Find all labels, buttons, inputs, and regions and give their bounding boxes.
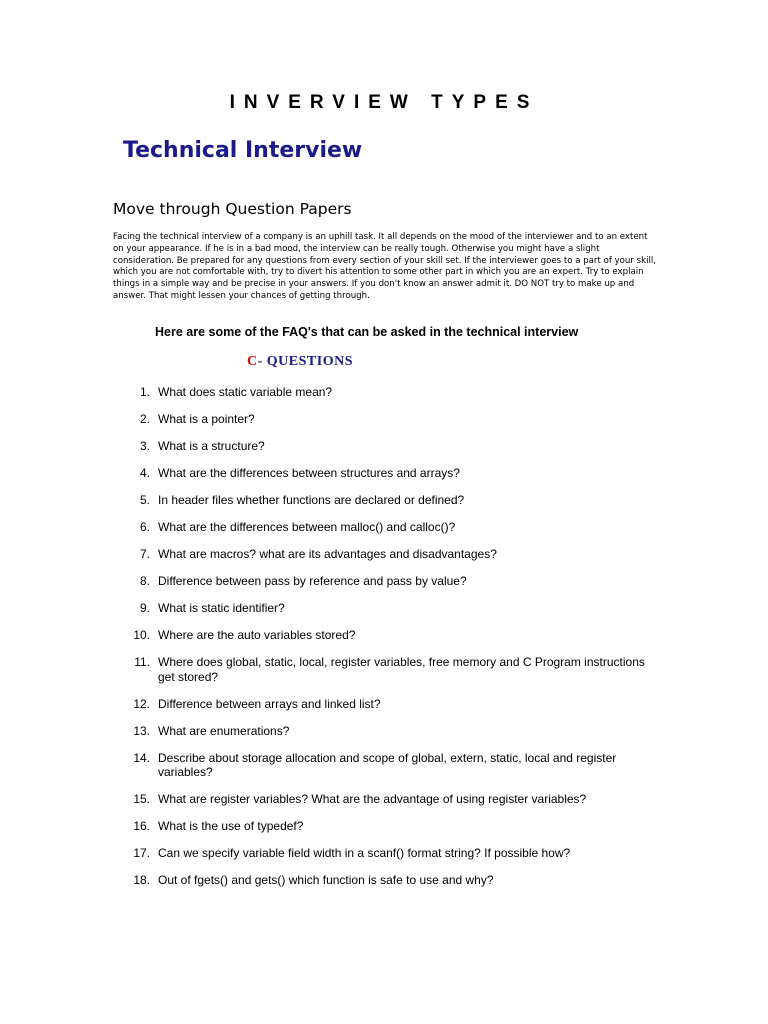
question-item — [128, 439, 648, 454]
question-item — [128, 412, 648, 427]
question-item — [128, 751, 648, 780]
question-text: What is a pointer? — [158, 412, 255, 426]
question-text: Describe about storage allocation and scope of global, extern, static, local and register variables? — [158, 750, 617, 779]
question-number: 9. — [139, 601, 150, 615]
question-number: 16. — [133, 819, 150, 833]
question-text: Difference between arrays and linked list? — [158, 696, 381, 711]
sub-heading: Move through Question Papers — [113, 200, 352, 218]
question-item — [128, 628, 648, 643]
question-text: What are the differences between malloc() and calloc()? — [158, 520, 456, 534]
question-text: What are macros? what are its advantages and disadvantages? — [158, 547, 497, 561]
question-text: Can we specify variable field width in a scanf() format string? If possible how? — [158, 846, 571, 860]
question-item — [128, 385, 648, 400]
question-item — [128, 493, 648, 508]
question-text: What is the use of typedef? — [158, 819, 304, 833]
question-text: What are register variables? What are the advantage of using register variables? — [158, 792, 587, 806]
question-text: What are the differences between structures and arrays? — [158, 466, 460, 480]
c-questions-heading — [247, 354, 353, 370]
document-title: INVERVIEW TYPES — [229, 92, 539, 113]
question-number: 15. — [133, 792, 150, 806]
section-heading: Technical Interview — [123, 138, 363, 163]
question-text: Where does global, static, local, register variables, free memory and C Program instructions get stored? — [158, 655, 645, 684]
question-number: 17. — [133, 846, 150, 860]
question-item — [128, 819, 648, 834]
question-item — [128, 724, 648, 739]
question-number: 1. — [139, 385, 150, 399]
question-list — [128, 385, 648, 900]
question-number: 3. — [139, 439, 150, 453]
question-item — [128, 792, 648, 807]
c-heading-rest: - QUESTIONS — [257, 354, 353, 369]
question-text: What is a structure? — [158, 439, 265, 453]
faq-intro: Here are some of the FAQ's that can be asked in the technical interview — [155, 325, 579, 339]
question-item — [128, 697, 648, 712]
c-letter: C — [247, 354, 258, 369]
question-item — [128, 873, 648, 888]
question-item — [128, 655, 648, 684]
question-number: 12. — [133, 696, 150, 711]
question-item — [128, 846, 648, 861]
question-item — [128, 574, 648, 589]
question-text: What does static variable mean? — [158, 385, 333, 399]
question-item — [128, 547, 648, 562]
question-text: What is static identifier? — [158, 601, 285, 615]
question-number: 6. — [139, 520, 150, 534]
question-number: 2. — [139, 412, 150, 426]
question-text: Where are the auto variables stored? — [158, 628, 356, 642]
question-number: 14. — [133, 750, 150, 765]
question-number: 5. — [139, 493, 150, 507]
question-number: 10. — [133, 628, 150, 642]
question-text: What are enumerations? — [158, 723, 290, 738]
question-text: Difference between pass by reference and pass by value? — [158, 574, 467, 588]
question-number: 11. — [134, 655, 150, 669]
question-number: 8. — [139, 574, 150, 588]
question-number: 18. — [133, 873, 150, 887]
question-number: 13. — [133, 723, 150, 738]
question-item — [128, 601, 648, 616]
intro-paragraph: Facing the technical interview of a company is an uphill task. It all depends on the mood of the interviewer and to an extent on your appearance. If he is in a bad mood, the interview can be really tough. Otherwise you might have a slight consideration. Be prepared for any questions from every section of your skill set. If the interviewer goes to a part of your skill, which you are not comfortable with, try to divert his attention to some other part in which you are an expert. Try to explain things in a simple way and be precise in your answers. If you don't know an answer admit it. DO NOT try to make up and answer. That might lessen your chances of getting through. — [113, 232, 656, 301]
question-text: Out of fgets() and gets() which function is safe to use and why? — [158, 873, 494, 887]
question-number: 7. — [139, 547, 150, 561]
question-number: 4. — [139, 466, 150, 480]
question-item — [128, 466, 648, 481]
question-text: In header files whether functions are declared or defined? — [158, 493, 465, 507]
question-item — [128, 520, 648, 535]
